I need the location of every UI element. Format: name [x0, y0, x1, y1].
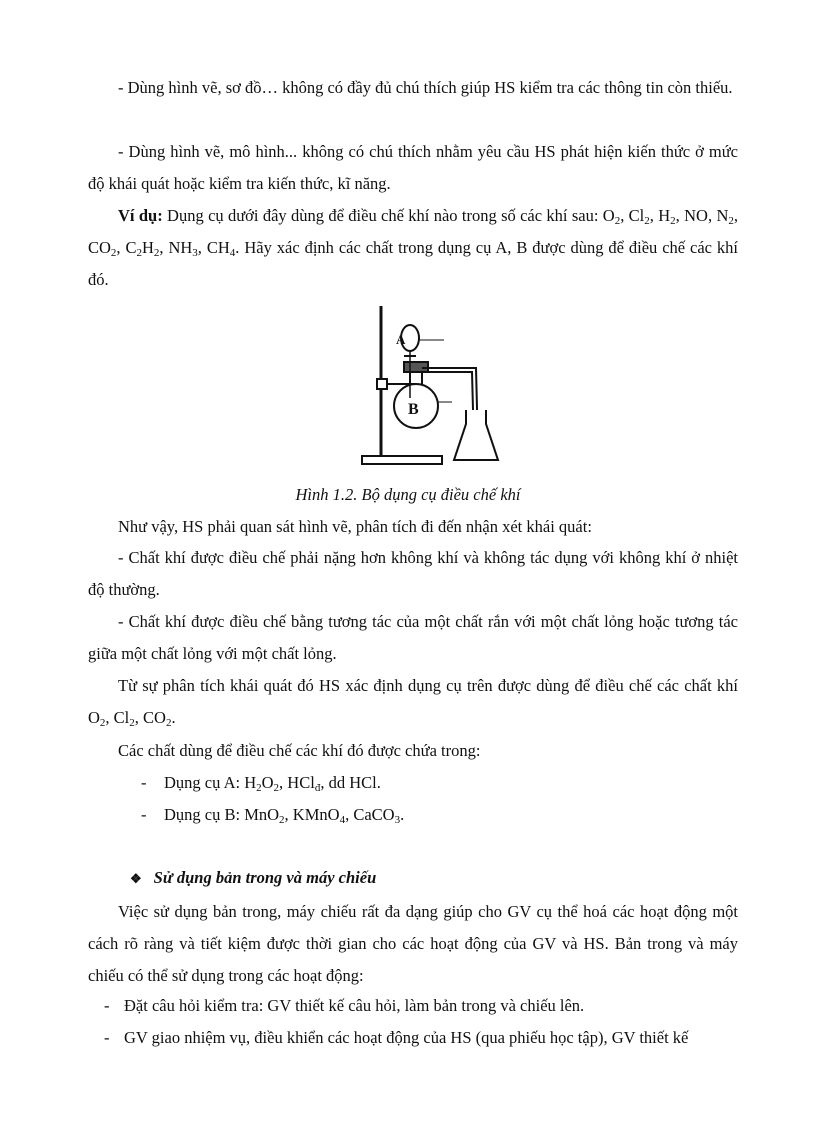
list2-dash-2: -	[104, 1028, 110, 1047]
gas-apparatus-figure	[352, 298, 510, 470]
section-heading: ❖ Sử dụng bản trong và máy chiếu	[130, 866, 376, 891]
list-item-b: Dụng cụ B: MnO$_2$, KMnO$_4$, CaCO$_3$.	[164, 805, 405, 826]
paragraph-6: Từ sự phân tích khái quát đó HS xác định dụng cụ trên được dùng để điều chế các chất khí $O_2$, $Cl_2$, $CO_2$.	[88, 676, 738, 729]
clamp-head	[377, 379, 387, 389]
paragraph-7: Các chất dùng để điều chế các khí đó được chứa trong:	[118, 741, 481, 760]
list2-item-1: Đặt câu hỏi kiểm tra: GV thiết kế câu hỏi, làm bản trong và chiếu lên.	[124, 996, 585, 1015]
label-b: B	[408, 401, 419, 418]
paragraph-2: - Dùng hình vẽ, mô hình... không có chú thích nhằm yêu cầu HS phát hiện kiến thức ở mức độ khái quát hoặc kiểm tra kiến thức, kĩ năng.	[88, 142, 738, 193]
figure-caption: Hình 1.2. Bộ dụng cụ điều chế khí	[295, 485, 521, 504]
diamond-bullet-icon: ❖	[130, 871, 142, 886]
paragraph-3: Như vậy, HS phải quan sát hình vẽ, phân tích đi đến nhận xét khái quát:	[118, 517, 592, 536]
label-a: A	[396, 332, 406, 347]
example-paragraph: Ví dụ: Dụng cụ dưới đây dùng để điều chế khí nào trong số các khí sau: $O_2$, $Cl_2$, $H_2$, NO, $N_2$, $CO_2$, $C_2H_2$, $NH_3$, $CH_4$. Hãy xác định các chất trong dụng cụ A, B được dùng để điều chế các khí đó.	[88, 206, 739, 289]
erlenmeyer-flask	[454, 410, 498, 460]
example-label: Ví dụ:	[118, 206, 163, 225]
list2-dash-1: -	[104, 996, 110, 1015]
paragraph-1: - Dùng hình vẽ, sơ đồ… không có đầy đủ chú thích giúp HS kiểm tra các thông tin còn thiếu.	[118, 78, 733, 97]
list-dash-b: -	[141, 805, 147, 824]
list-dash-a: -	[141, 773, 147, 792]
stand-base	[362, 456, 442, 464]
paragraph-8: Việc sử dụng bản trong, máy chiếu rất đa dạng giúp cho GV cụ thể hoá các hoạt động một cách rõ ràng và tiết kiệm được thời gian cho các hoạt động của GV và HS. Bản trong và máy chiếu có thể sử dụng trong các hoạt động:	[88, 902, 738, 985]
list-item-a: Dụng cụ A: $H_2O_2$, HCl$_đ$, dd HCl.	[164, 773, 381, 794]
paragraph-5: - Chất khí được điều chế bằng tương tác của một chất rắn với một chất lỏng hoặc tương tác giữa một chất lỏng với một chất lỏng.	[88, 612, 738, 663]
paragraph-4: - Chất khí được điều chế phải nặng hơn không khí và không tác dụng với không khí ở nhiệt độ thường.	[88, 548, 738, 599]
list2-item-2: GV giao nhiệm vụ, điều khiển các hoạt động của HS (qua phiếu học tập), GV thiết kế	[124, 1028, 689, 1047]
apparatus-drawing	[362, 306, 498, 464]
